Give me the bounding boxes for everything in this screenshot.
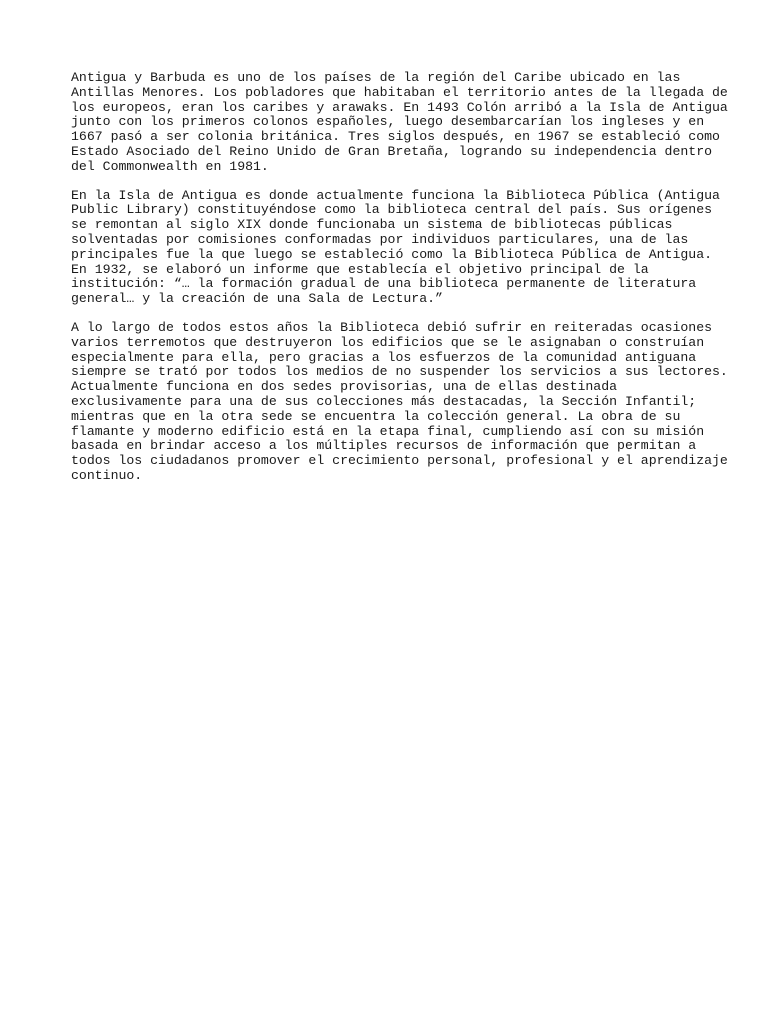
paragraph-1: Antigua y Barbuda es uno de los países de la región del Caribe ubicado en las Antillas Menores. Los pobladores que habitaban el territorio antes de la llegada de los europeos, eran los caribes y arawaks. En 1493 Colón arribó a la Isla de Antigua junto con los primeros colonos españoles, luego desembarcarían los ingleses y en 1667 pasó a ser colonia británica. Tres siglos después, en 1967 se estableció como Estado Asociado del Reino Unido de Gran Bretaña, logrando su independencia dentro del Commonwealth en 1981.: [71, 70, 728, 174]
paragraph-2: En la Isla de Antigua es donde actualmente funciona la Biblioteca Pública (Antigua Public Library) constituyéndose como la biblioteca central del país. Sus orígenes se remontan al siglo XIX donde funcionaba un sistema de bibliotecas públicas solventadas por comisiones conformadas por individuos particulares, una de las principales fue la que luego se estableció como la Biblioteca Pública de Antigua. En 1932, se elaboró un informe que establecía el objetivo principal de la institución: “… la formación gradual de una biblioteca permanente de literatura general… y la creación de una Sala de Lectura.”: [71, 187, 720, 307]
document-page: [71, 70, 728, 498]
paragraph-3: A lo largo de todos estos años la Biblioteca debió sufrir en reiteradas ocasiones varios terremotos que destruyeron los edificios que se le asignaban o construían especialmente para ella, pero gracias a los esfuerzos de la comunidad antiguana siempre se trató por todos los medios de no suspender los servicios a sus lectores. Actualmente funciona en dos sedes provisorias, una de ellas destinada exclusivamente para una de sus colecciones más destacadas, la Sección Infantil; mientras que en la otra sede se encuentra la colección general. La obra de su flamante y moderno edificio está en la etapa final, cumpliendo así con su misión basada en brindar acceso a los múltiples recursos de información que permitan a todos los ciudadanos promover el crecimiento personal, profesional y el aprendizaje continuo.: [71, 319, 728, 483]
